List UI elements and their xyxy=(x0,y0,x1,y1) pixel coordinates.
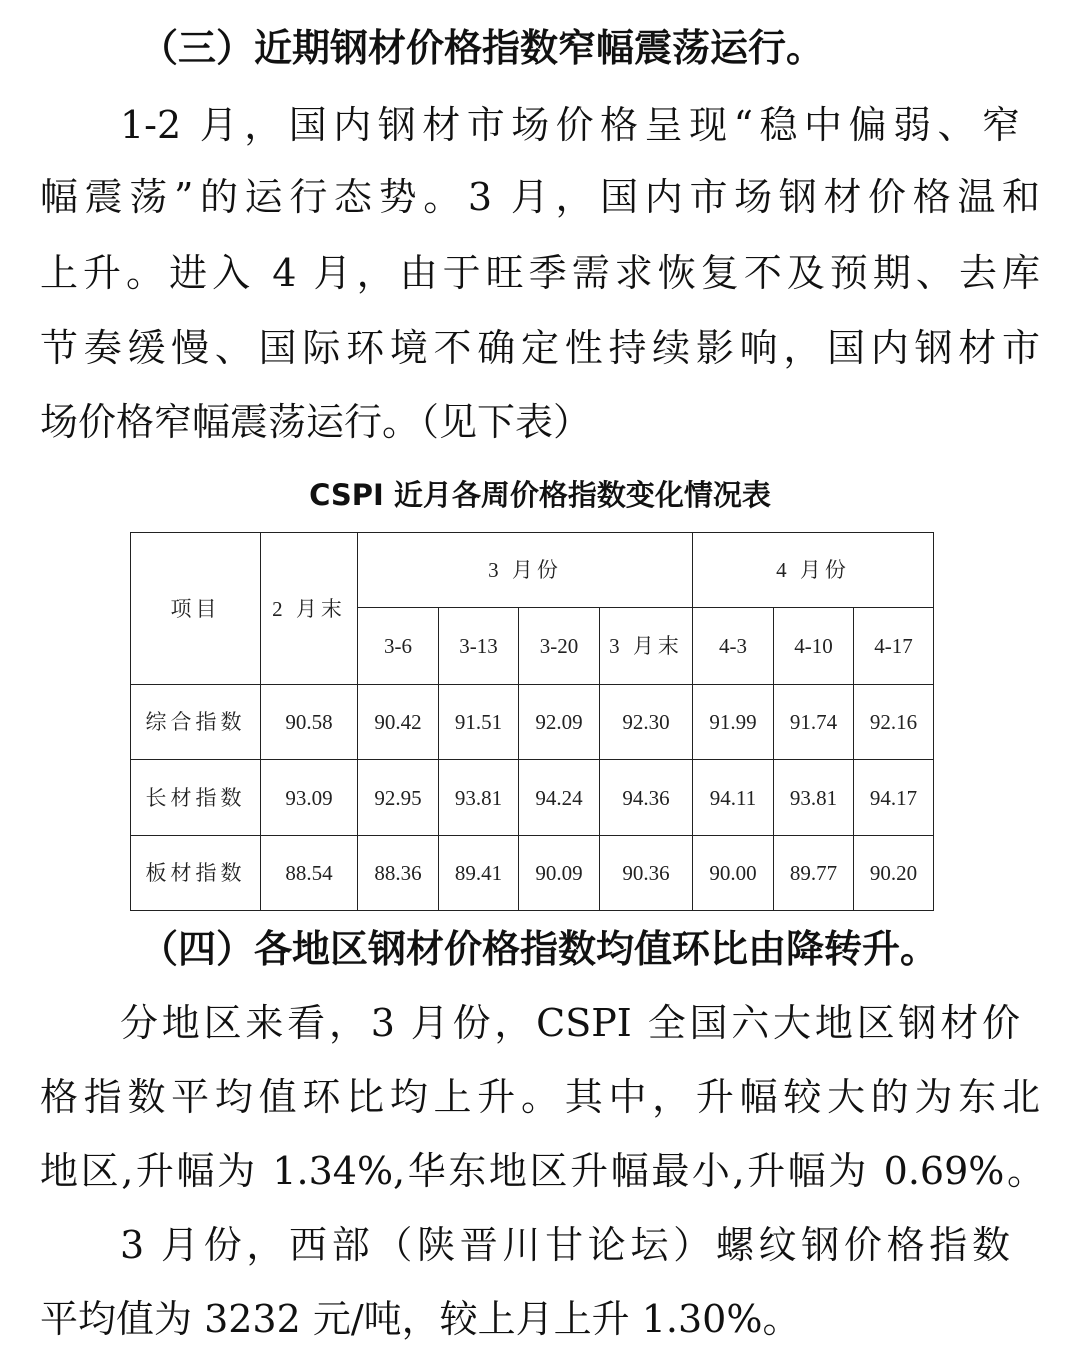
table-cell: 92.09 xyxy=(519,685,600,760)
table-cell: 90.36 xyxy=(600,836,693,911)
paragraph-line: 场价格窄幅震荡运行。（见下表） xyxy=(40,400,592,444)
paragraph-line: 幅震荡”的运行态势。3 月，国内市场钢材价格温和 xyxy=(40,175,1040,219)
paragraph-line: 格指数平均值环比均上升。其中，升幅较大的为东北 xyxy=(40,1075,1040,1119)
column-header: 3-13 xyxy=(439,608,519,685)
paragraph-line: 上升。进入 4 月，由于旺季需求恢复不及预期、去库 xyxy=(40,251,1040,295)
table-cell: 94.11 xyxy=(693,760,774,836)
column-header: 3-6 xyxy=(358,608,439,685)
table-cell: 92.16 xyxy=(854,685,934,760)
table-header-row xyxy=(131,533,934,608)
section-3-heading: （三）近期钢材价格指数窄幅震荡运行。 xyxy=(140,25,825,70)
table-row xyxy=(131,836,934,911)
section-4-heading: （四）各地区钢材价格指数均值环比由降转升。 xyxy=(140,926,939,971)
column-header: 3 月末 xyxy=(600,608,693,685)
table-title: CSPI 近月各周价格指数变化情况表 xyxy=(309,478,771,512)
table-cell: 90.58 xyxy=(261,685,358,760)
column-header: 3-20 xyxy=(519,608,600,685)
row-label: 综合指数 xyxy=(131,685,261,760)
table-cell: 88.54 xyxy=(261,836,358,911)
table-cell: 90.20 xyxy=(854,836,934,911)
table-cell: 93.81 xyxy=(774,760,854,836)
april-group-header: 4 月份 xyxy=(693,533,934,608)
row-label: 板材指数 xyxy=(131,836,261,911)
column-header: 4-3 xyxy=(693,608,774,685)
paragraph-line: 分地区来看，3 月份，CSPI 全国六大地区钢材价 xyxy=(120,1001,1020,1045)
march-group-header: 3 月份 xyxy=(358,533,693,608)
table-cell: 89.77 xyxy=(774,836,854,911)
row-label: 长材指数 xyxy=(131,760,261,836)
cspi-index-table xyxy=(130,532,934,911)
table-row xyxy=(131,685,934,760)
table-cell: 90.42 xyxy=(358,685,439,760)
feb-end-header: 2 月末 xyxy=(261,533,358,685)
column-header: 4-10 xyxy=(774,608,854,685)
paragraph-line: 平均值为 3232 元/吨，较上月上升 1.30%。 xyxy=(40,1297,801,1341)
table-cell: 90.00 xyxy=(693,836,774,911)
table-cell: 88.36 xyxy=(358,836,439,911)
table-cell: 93.09 xyxy=(261,760,358,836)
table-cell: 94.17 xyxy=(854,760,934,836)
paragraph-line: 节奏缓慢、国际环境不确定性持续影响，国内钢材市 xyxy=(40,326,1040,370)
item-header: 项目 xyxy=(131,533,261,685)
paragraph-line: 1-2 月，国内钢材市场价格呈现“稳中偏弱、窄 xyxy=(120,103,1020,147)
paragraph-line: 地区,升幅为 1.34%,华东地区升幅最小,升幅为 0.69%。 xyxy=(40,1149,1045,1193)
table-cell: 91.99 xyxy=(693,685,774,760)
table-cell: 90.09 xyxy=(519,836,600,911)
table-cell: 91.74 xyxy=(774,685,854,760)
table-cell: 91.51 xyxy=(439,685,519,760)
table-cell: 94.24 xyxy=(519,760,600,836)
paragraph-line: 3 月份，西部（陕晋川甘论坛）螺纹钢价格指数 xyxy=(120,1223,1010,1267)
table-cell: 89.41 xyxy=(439,836,519,911)
table-cell: 92.30 xyxy=(600,685,693,760)
table-cell: 92.95 xyxy=(358,760,439,836)
table-cell: 94.36 xyxy=(600,760,693,836)
column-header: 4-17 xyxy=(854,608,934,685)
table-row xyxy=(131,760,934,836)
table-cell: 93.81 xyxy=(439,760,519,836)
